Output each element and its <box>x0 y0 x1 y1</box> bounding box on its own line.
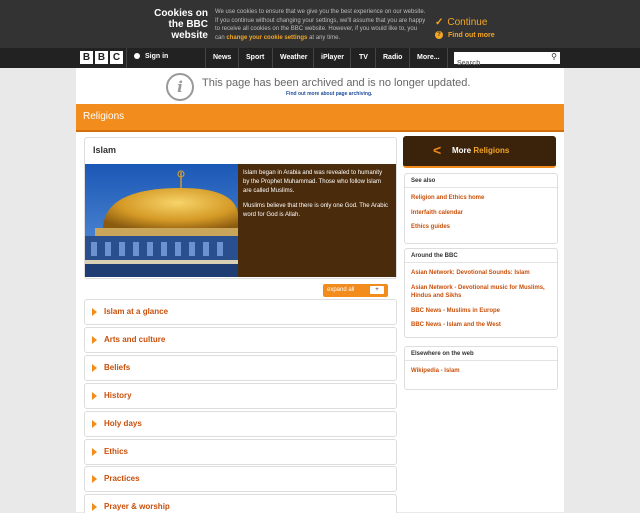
cookie-body-text: We use cookies to ensure that we give you the best experience on our website. If you continue without changing your settings, we'll assume that you are happy to receive all cookies on the BBC website. However, if you would like to, you can <box>215 9 426 41</box>
nav-divider <box>126 48 127 68</box>
sign-in-label: Sign in <box>145 53 169 60</box>
cookie-continue-label: Continue <box>447 17 488 28</box>
check-icon: ✓ <box>435 17 444 28</box>
triangle-right-icon <box>92 308 97 316</box>
more-religions-button[interactable] <box>403 136 556 168</box>
nav-divider <box>447 48 448 68</box>
nav-divider <box>272 48 273 68</box>
page-title[interactable]: Religions <box>83 111 125 122</box>
nav-divider <box>313 48 314 68</box>
topic-description <box>238 164 396 277</box>
section-label: Prayer & worship <box>104 502 170 511</box>
nav-divider <box>350 48 351 68</box>
section-beliefs[interactable] <box>84 355 397 381</box>
triangle-right-icon <box>92 336 97 344</box>
around-the-bbc-panel <box>404 248 558 338</box>
cookie-title: Cookies on the BBC website <box>154 8 208 41</box>
bbc-logo[interactable] <box>80 51 123 65</box>
cookie-continue-button[interactable] <box>435 17 487 28</box>
section-arts-and-culture[interactable] <box>84 327 397 353</box>
nav-divider <box>375 48 376 68</box>
triangle-right-icon <box>92 503 97 511</box>
search-box <box>454 52 560 64</box>
nav-item-radio[interactable]: Radio <box>383 54 403 61</box>
section-prayer-and-worship[interactable] <box>84 494 397 513</box>
topic-title: Islam <box>93 145 117 155</box>
expand-all-button[interactable] <box>323 284 388 297</box>
topic-paragraph: Islam began in Arabia and was revealed to humanity by the Prophet Muhammad. Those who follow Islam are called Muslims. <box>243 170 383 194</box>
nav-item-more[interactable]: More... <box>417 54 440 61</box>
cookie-find-out-more-link[interactable] <box>435 31 495 39</box>
search-icon[interactable]: ⚲ <box>551 52 557 61</box>
question-icon: ? <box>435 31 443 39</box>
around-the-bbc-link[interactable]: BBC News - Islam and the West <box>411 322 501 328</box>
nav-divider <box>238 48 239 68</box>
nav-divider <box>205 48 206 68</box>
elsewhere-link[interactable]: Wikipedia - Islam <box>411 368 460 374</box>
cookie-message <box>215 8 427 42</box>
triangle-right-icon <box>92 364 97 372</box>
archive-notice-text: This page has been archived and is no longer updated. <box>202 77 471 89</box>
dome-of-the-rock-image <box>85 164 238 277</box>
section-label: Holy days <box>104 419 142 428</box>
see-also-heading: See also <box>405 174 557 188</box>
bbc-logo-letter: B <box>95 51 108 64</box>
expand-all-label: expand all <box>327 287 355 293</box>
sign-in-link[interactable] <box>134 53 168 60</box>
cookie-banner <box>0 0 640 48</box>
archive-notice <box>166 73 566 103</box>
more-religions-label <box>452 146 509 155</box>
triangle-right-icon <box>92 420 97 428</box>
section-label: History <box>104 391 132 400</box>
nav-item-sport[interactable]: Sport <box>246 54 265 61</box>
section-label: Ethics <box>104 447 129 456</box>
section-history[interactable] <box>84 383 397 409</box>
around-the-bbc-link[interactable]: Asian Network - Devotional music for Muslims, Hindus and Sikhs <box>411 284 545 299</box>
nav-divider <box>409 48 410 68</box>
section-label: Arts and culture <box>104 335 166 344</box>
nav-item-tv[interactable]: TV <box>359 54 368 61</box>
bbc-logo-letter: B <box>80 51 93 64</box>
nav-item-weather[interactable]: Weather <box>280 54 308 61</box>
plus-icon: + <box>370 286 384 294</box>
section-label: Practices <box>104 474 140 483</box>
nav-item-iplayer[interactable]: iPlayer <box>321 54 344 61</box>
cookie-find-out-label: Find out more <box>448 31 495 39</box>
bbc-logo-letter: C <box>110 51 123 64</box>
section-label: Islam at a glance <box>104 307 169 316</box>
topic-intro <box>84 137 397 279</box>
elsewhere-heading: Elsewhere on the web <box>405 347 557 361</box>
section-label: Beliefs <box>104 363 131 372</box>
triangle-right-icon <box>92 475 97 483</box>
cookie-body-end: at any time. <box>309 34 341 41</box>
more-word: More <box>452 146 472 155</box>
around-the-bbc-link[interactable]: BBC News - Muslims in Europe <box>411 307 501 314</box>
elsewhere-on-the-web-panel <box>404 346 558 390</box>
see-also-panel <box>404 173 558 244</box>
user-icon <box>134 53 140 59</box>
chevron-left-icon: < <box>433 142 442 158</box>
section-practices[interactable] <box>84 466 397 492</box>
section-banner <box>76 104 564 132</box>
section-ethics[interactable] <box>84 439 397 465</box>
topic-paragraph: Muslims believe that there is only one God. The Arabic word for God is Allah. <box>243 203 388 218</box>
see-also-link[interactable]: Religion and Ethics home <box>411 195 485 201</box>
archive-notice-link[interactable]: Find out more about page archiving. <box>286 91 373 97</box>
info-icon: i <box>166 73 194 101</box>
religions-word: Religions <box>473 146 510 155</box>
section-islam-at-a-glance[interactable] <box>84 299 397 325</box>
around-the-bbc-heading: Around the BBC <box>405 249 557 263</box>
section-holy-days[interactable] <box>84 411 397 437</box>
triangle-right-icon <box>92 392 97 400</box>
nav-item-news[interactable]: News <box>213 54 232 61</box>
triangle-right-icon <box>92 448 97 456</box>
see-also-link[interactable]: Interfaith calendar <box>411 209 464 216</box>
around-the-bbc-link[interactable]: Asian Network: Devotional Sounds: Islam <box>411 270 530 276</box>
see-also-link[interactable]: Ethics guides <box>411 224 451 230</box>
cookie-settings-link[interactable]: change your cookie settings <box>226 34 308 41</box>
